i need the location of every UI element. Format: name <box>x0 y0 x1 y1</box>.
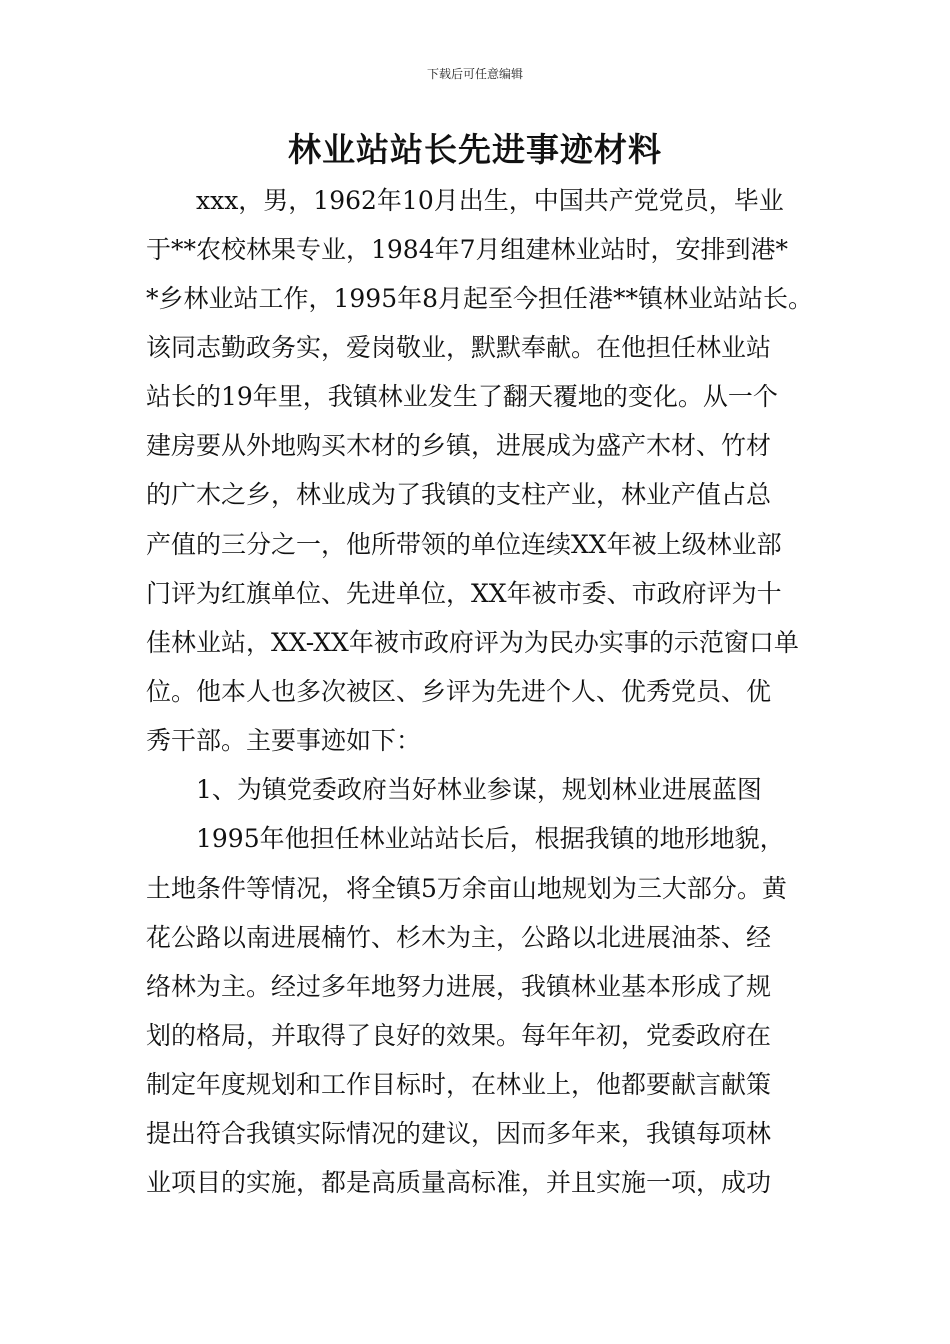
body-line: 1995年他担任林业站站长后，根据我镇的地形地貌， <box>196 824 785 853</box>
body-line: 门评为红旗单位、先进单位，XX年被市委、市政府评为十 <box>146 579 782 608</box>
body-line: 该同志勤政务实，爱岗敬业，默默奉献。在他担任林业站 <box>146 333 772 362</box>
body-line: 建房要从外地购买木材的乡镇，进展成为盛产木材、竹材 <box>146 431 772 460</box>
body-line: 划的格局，并取得了良好的效果。每年年初，党委政府在 <box>146 1021 772 1050</box>
body-line: 于**农校林果专业，1984年7月组建林业站时，安排到港* <box>146 235 789 264</box>
body-line: 提出符合我镇实际情况的建议，因而多年来，我镇每项林 <box>146 1119 772 1148</box>
body-line: 产值的三分之一，他所带领的单位连续XX年被上级林业部 <box>146 530 782 559</box>
body-line: 络林为主。经过多年地努力进展，我镇林业基本形成了规 <box>146 972 772 1001</box>
body-line: 花公路以南进展楠竹、杉木为主，公路以北进展油茶、经 <box>146 923 772 952</box>
body-line: 制定年度规划和工作目标时，在林业上，他都要献言献策 <box>146 1070 772 1099</box>
body-line: 土地条件等情况，将全镇5万余亩山地规划为三大部分。黄 <box>146 874 787 903</box>
section-heading: 1、为镇党委政府当好林业参谋，规划林业进展蓝图 <box>196 775 762 804</box>
body-line: xxx，男，1962年10月出生，中国共产党党员，毕业 <box>196 186 784 215</box>
header-note: 下载后可任意编辑 <box>426 67 523 81</box>
body-line: 位。他本人也多次被区、乡评为先进个人、优秀党员、优 <box>146 677 772 706</box>
body-line: 的广木之乡，林业成为了我镇的支柱产业，林业产值占总 <box>146 480 772 509</box>
body-line: *乡林业站工作，1995年8月起至今担任港**镇林业站站长。 <box>146 284 814 313</box>
body-line: 佳林业站，XX-XX年被市政府评为为民办实事的示范窗口单 <box>146 628 799 657</box>
body-line: 站长的19年里，我镇林业发生了翻天覆地的变化。从一个 <box>146 382 778 411</box>
body-line: 业项目的实施，都是高质量高标准，并且实施一项，成功 <box>146 1168 772 1197</box>
body-line: 秀干部。主要事迹如下： <box>146 726 422 755</box>
document-title: 林业站站长先进事迹材料 <box>288 130 662 169</box>
